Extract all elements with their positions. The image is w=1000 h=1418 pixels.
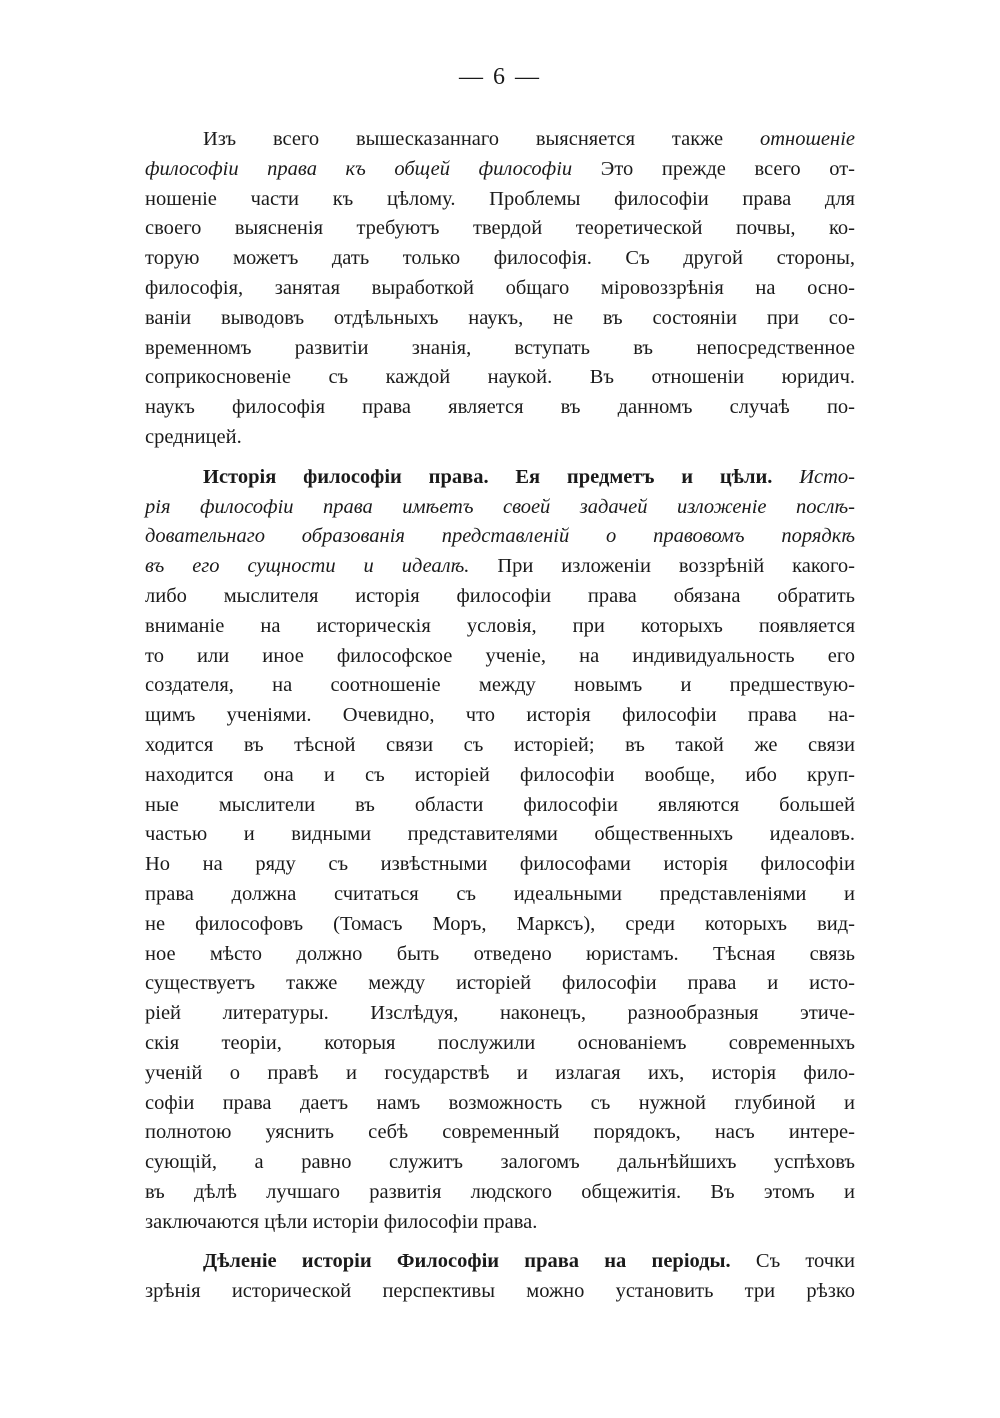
text-line: философіи права къ общей философіи Это прежде всего от- xyxy=(145,157,856,180)
text-line: создателя, на соотношеніе между новымъ и предшествую- xyxy=(145,674,855,697)
text-line: заключаются цѣли исторіи философіи права. xyxy=(145,1210,538,1233)
text-line: своего выясненія требуютъ твердой теоретической почвы, ко- xyxy=(145,217,855,240)
italic-phrase: Исто- xyxy=(799,465,856,488)
text-line: софіи права даетъ намъ возможность съ нужной глубиной и xyxy=(145,1091,855,1114)
text-line: Но на ряду съ извѣстными философами исторія философіи xyxy=(145,853,855,876)
text-line: въ его сущности и идеалѣ. При изложеніи воззрѣній какого- xyxy=(145,555,855,578)
text-line: то или иное философское ученіе, на индивидуальность его xyxy=(145,644,855,667)
text-line: ріей литературы. Изслѣдуя, наконецъ, разнообразныя этиче- xyxy=(145,1002,855,1025)
paragraph-1 xyxy=(145,125,855,453)
text-line: временномъ развитіи знанія, вступать въ непосредственное xyxy=(145,336,855,359)
text-line: находится она и съ исторіей философіи вообще, ибо круп- xyxy=(145,763,855,786)
text-line: права должна считаться съ идеальными представленіями и xyxy=(145,882,855,905)
page-number: — 6 — xyxy=(459,64,541,90)
text-line: частью и видными представителями общественныхъ идеаловъ. xyxy=(145,823,855,846)
italic-phrase: въ его сущности и идеалѣ. xyxy=(145,555,470,578)
text-line xyxy=(145,463,855,493)
text-line: существуетъ также между исторіей философіи права и исто- xyxy=(145,972,855,995)
body-text xyxy=(145,125,855,1307)
text-line: рія философіи права имѣетъ своей задачей изложеніе послѣ- xyxy=(145,495,855,518)
italic-phrase: философіи права къ общей философіи xyxy=(145,157,573,180)
text-line: средницей. xyxy=(145,425,242,448)
text-line: зрѣнія исторической перспективы можно установить три рѣзко xyxy=(145,1280,855,1303)
text-line: Изъ всего вышесказаннаго выясняется также отношеніе xyxy=(203,128,855,150)
text-line: торую можетъ дать только философія. Съ другой стороны, xyxy=(145,247,855,270)
text-line: философія, занятая выработкой общаго міровоззрѣнія на осно- xyxy=(145,276,855,299)
text-line: щимъ ученіями. Очевидно, что исторія философіи права на- xyxy=(145,704,855,727)
text-line: скія теоріи, которыя послужили основаніемъ современныхъ xyxy=(145,1031,855,1054)
text-line: либо мыслителя исторія философіи права обязана обратить xyxy=(145,584,855,607)
text-line: довательнаго образованія представленій о правовомъ порядкѣ xyxy=(145,525,855,548)
text-line: ученій о правѣ и государствѣ и излагая ихъ, исторія фило- xyxy=(145,1061,855,1084)
text-line: сующій, а равно служитъ залогомъ дальнѣйшихъ успѣховъ xyxy=(145,1151,855,1174)
paragraph-3 xyxy=(145,1247,855,1307)
text-line: ходится въ тѣсной связи съ исторіей; въ такой же связи xyxy=(145,733,855,756)
text-line: вниманіе на историческія условія, при которыхъ появляется xyxy=(145,614,855,637)
text-line: ное мѣсто должно быть отведено юристамъ. Тѣсная связь xyxy=(145,942,855,965)
text-line: ваніи выводовъ отдѣльныхъ наукъ, не въ состояніи при со- xyxy=(145,306,855,329)
text-line: ношеніе части къ цѣлому. Проблемы философіи права для xyxy=(145,187,855,210)
text-line: въ дѣлѣ лучшаго развитія людского общежитія. Въ этомъ и xyxy=(145,1180,855,1203)
text-line: ные мыслители въ области философіи являются большей xyxy=(145,793,855,816)
paragraph-2 xyxy=(145,463,855,1238)
section-heading: Исторія философіи права. Ея предметъ и цѣли. xyxy=(203,465,773,488)
text-line: соприкосновеніе съ каждой наукой. Въ отношеніи юридич. xyxy=(145,366,855,389)
text-line: полнотою уяснить себѣ современный порядокъ, насъ интере- xyxy=(145,1121,855,1144)
text-line: Дѣленіе исторіи Философіи права на періоды. Съ точки xyxy=(203,1250,856,1273)
text-line: не философовъ (Томасъ Моръ, Марксъ), среди которыхъ вид- xyxy=(145,912,855,935)
italic-phrase: отношеніе xyxy=(759,128,855,150)
text-line: наукъ философія права является въ данномъ случаѣ по- xyxy=(145,396,855,419)
section-heading: Дѣленіе исторіи Философіи права на періоды. xyxy=(203,1250,731,1273)
